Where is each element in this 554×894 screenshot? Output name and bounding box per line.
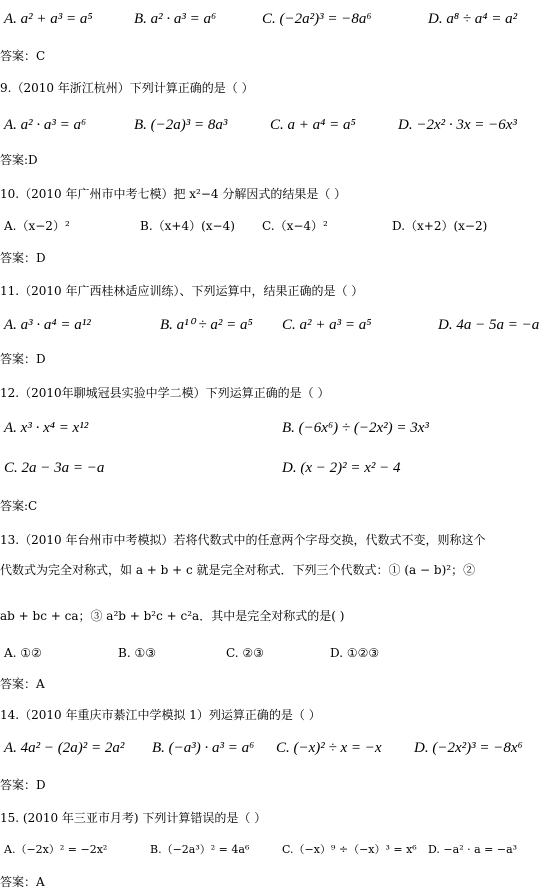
q9-option-b: B. (−2a)³ = 8a³ — [134, 117, 228, 133]
q13-stem-line-1: 13.（2010 年台州市中考模拟）若将代数式中的任意两个字母交换，代数式不变，则称这个 — [0, 533, 486, 547]
q12-option-a: A. x³ · x⁴ = x¹² — [4, 420, 89, 436]
q15-option-c: C.（−x）⁹ ÷（−x）³ = x⁶ — [282, 843, 417, 856]
q13-option-b: B. ①③ — [118, 646, 156, 660]
q14-option-c: C. (−x)² ÷ x = −x — [276, 740, 382, 756]
q15-option-d: D. −a² · a = −a³ — [428, 843, 518, 856]
q10-option-d: D.（x+2）(x−2) — [392, 219, 488, 233]
q15-option-a: A.（−2x）² = −2x² — [4, 843, 108, 856]
q11-option-d: D. 4a − 5a = −a — [438, 317, 540, 333]
q14-option-a: A. 4a² − (2a)² = 2a² — [4, 740, 125, 756]
q12-answer: 答案:C — [0, 499, 38, 513]
q14-stem: 14.（2010 年重庆市綦江中学模拟 1）列运算正确的是（ ） — [0, 708, 321, 722]
q8-option-c: C. (−2a²)³ = −8a⁶ — [262, 11, 372, 27]
q10-option-a: A.（x−2）² — [4, 219, 70, 233]
q12-option-c: C. 2a − 3a = −a — [4, 460, 105, 476]
q14-answer: 答案：D — [0, 778, 46, 792]
q13-option-a: A. ①② — [4, 646, 42, 660]
q12-stem: 12.（2010年聊城冠县实验中学二模）下列运算正确的是（ ） — [0, 386, 330, 400]
q11-option-c: C. a² + a³ = a⁵ — [282, 317, 372, 333]
q8-option-d: D. a⁸ ÷ a⁴ = a² — [428, 11, 518, 27]
q9-option-d: D. −2x² · 3x = −6x³ — [398, 117, 517, 133]
q13-option-c: C. ②③ — [226, 646, 264, 660]
q13-stem-line-2: 代数式为完全对称式，如 a + b + c 就是完全对称式．下列三个代数式：① (a − b)²；② — [0, 563, 476, 577]
q15-answer: 答案：A — [0, 875, 45, 889]
q9-answer: 答案:D — [0, 153, 38, 167]
q12-option-d: D. (x − 2)² = x² − 4 — [282, 460, 401, 476]
q13-option-d: D. ①②③ — [330, 646, 380, 660]
q14-option-d: D. (−2x²)³ = −8x⁶ — [414, 740, 523, 756]
q9-option-c: C. a + a⁴ = a⁵ — [270, 117, 356, 133]
q11-answer: 答案：D — [0, 352, 46, 366]
q15-option-b: B.（−2a³）² = 4a⁶ — [150, 843, 250, 856]
q9-option-a: A. a² · a³ = a⁶ — [4, 117, 87, 133]
q15-stem: 15. (2010 年三亚市月考) 下列计算错误的是（ ） — [0, 811, 267, 825]
q9-stem: 9.（2010 年浙江杭州）下列计算正确的是（ ） — [0, 81, 254, 95]
q10-option-b: B.（x+4）(x−4) — [140, 219, 235, 233]
q8-answer: 答案：C — [0, 49, 46, 63]
q10-stem: 10.（2010 年广州市中考七模）把 x²−4 分解因式的结果是（ ） — [0, 187, 347, 201]
q14-option-b: B. (−a³) · a³ = a⁶ — [152, 740, 255, 756]
q13-answer: 答案：A — [0, 677, 45, 691]
q10-option-c: C.（x−4）² — [262, 219, 328, 233]
q13-stem-line-3: ab + bc + ca；③ a²b + b²c + c²a．其中是完全对称式的是( ) — [0, 609, 345, 623]
q8-option-a: A. a² + a³ = a⁵ — [4, 11, 93, 27]
q8-option-b: B. a² · a³ = a⁶ — [134, 11, 217, 27]
q10-answer: 答案：D — [0, 251, 46, 265]
q11-stem: 11.（2010 年广西桂林适应训练）、下列运算中，结果正确的是（ ） — [0, 284, 364, 298]
q12-option-b: B. (−6x⁶) ÷ (−2x²) = 3x³ — [282, 420, 429, 436]
q11-option-a: A. a³ · a⁴ = a¹² — [4, 317, 91, 333]
q11-option-b: B. a¹⁰ ÷ a² = a⁵ — [160, 317, 253, 333]
